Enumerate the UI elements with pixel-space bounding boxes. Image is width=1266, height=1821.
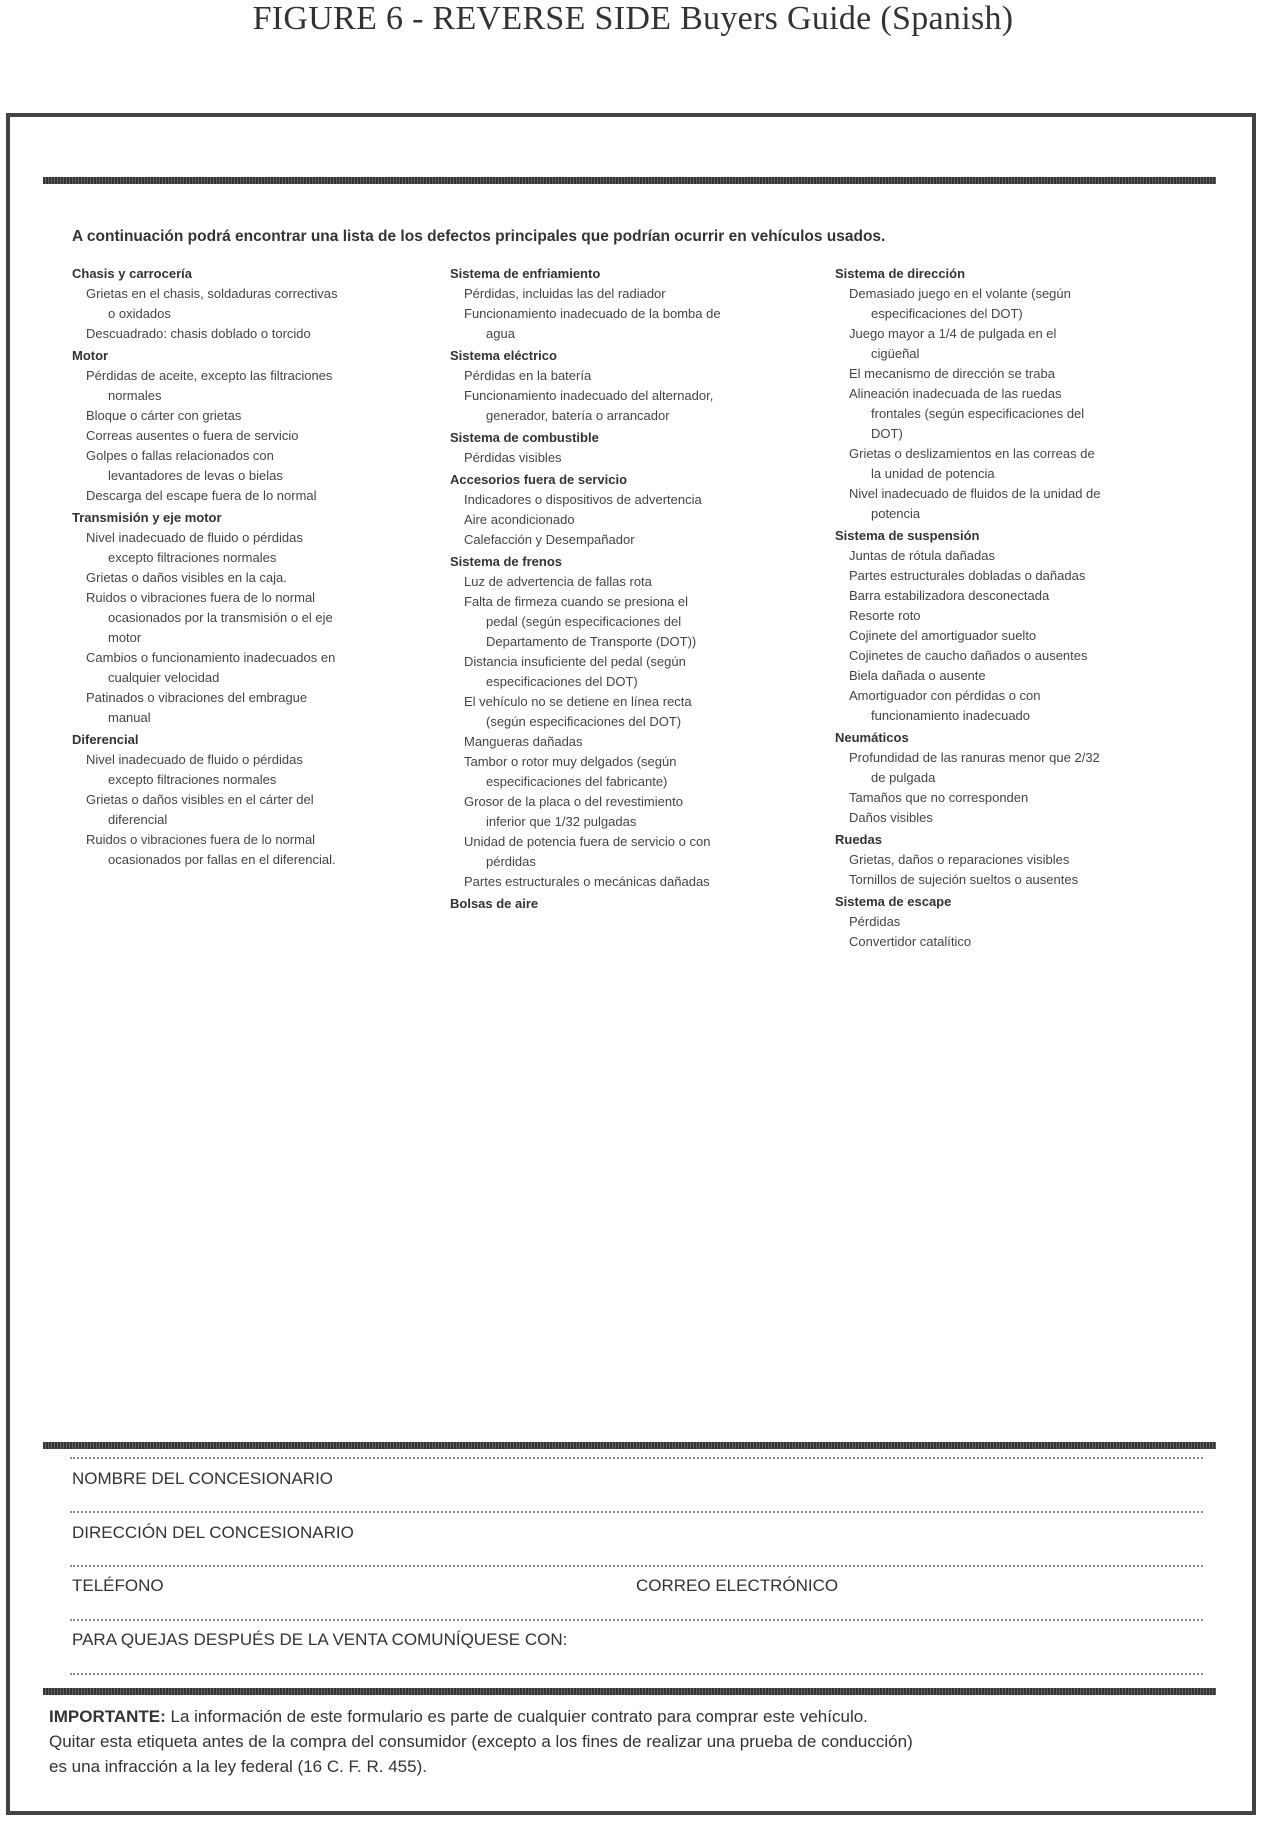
defect-item xyxy=(835,870,1195,890)
defect-item xyxy=(450,832,822,872)
defect-item-continuation: diferencial xyxy=(108,812,168,827)
defect-item xyxy=(72,750,432,790)
section-heading: Sistema de enfriamiento xyxy=(450,266,601,281)
important-label: IMPORTANTE: xyxy=(49,1707,166,1726)
defect-item-continuation: levantadores de levas o bielas xyxy=(108,468,283,483)
defect-item-text: Juntas de rótula dañadas xyxy=(849,548,995,563)
defect-item xyxy=(835,484,1195,524)
defect-item xyxy=(835,364,1195,384)
defect-item-continuation: o oxidados xyxy=(108,306,171,321)
important-line-1 xyxy=(49,1704,1229,1729)
defect-item-text: Grietas o daños visibles en la caja. xyxy=(86,570,287,585)
important-line-3: es una infracción a la ley federal (16 C. F. R. 455). xyxy=(49,1757,427,1776)
defect-item xyxy=(835,646,1195,666)
dealer-phone-line xyxy=(70,1565,1203,1567)
defect-item-continuation: normales xyxy=(108,388,162,403)
defect-item-continuation: potencia xyxy=(871,506,921,521)
defect-item-continuation: agua xyxy=(486,326,515,341)
defect-item xyxy=(450,448,822,468)
dealer-email-label: CORREO ELECTRÓNICO xyxy=(636,1576,839,1595)
defect-item xyxy=(450,652,822,692)
defect-item-text: Pérdidas, incluidas las del radiador xyxy=(464,286,666,301)
defect-item-text: Funcionamiento inadecuado de la bomba de xyxy=(464,306,721,321)
defect-item xyxy=(835,666,1195,686)
defect-item xyxy=(450,872,822,892)
defect-item xyxy=(835,626,1195,646)
defect-item xyxy=(835,284,1195,324)
defect-item-text: Grietas, daños o reparaciones visibles xyxy=(849,852,1070,867)
defect-item-continuation: excepto filtraciones normales xyxy=(108,772,277,787)
defect-item-continuation: DOT) xyxy=(871,426,903,441)
defect-item-continuation: motor xyxy=(108,630,142,645)
defect-item-continuation: inferior que 1/32 pulgadas xyxy=(486,814,637,829)
defects-column-1 xyxy=(72,262,432,870)
important-notice xyxy=(49,1704,1229,1779)
important-line-2: Quitar esta etiqueta antes de la compra del consumidor (excepto a los fines de realizar una prueba de conducción) xyxy=(49,1732,913,1751)
defect-item xyxy=(72,446,432,486)
dealer-address-line xyxy=(70,1511,1203,1513)
complaints-line xyxy=(70,1619,1203,1621)
defect-item-text: Golpes o fallas relacionados con xyxy=(86,448,274,463)
defects-intro: A continuación podrá encontrar una lista de los defectos principales que podrían ocurrir en vehículos usados. xyxy=(72,228,886,245)
defect-item-continuation: manual xyxy=(108,710,151,725)
section-heading: Sistema de frenos xyxy=(450,554,562,569)
defect-item-text: Alineación inadecuada de las ruedas xyxy=(849,386,1062,401)
defect-item-text: Nivel inadecuado de fluido o pérdidas xyxy=(86,752,303,767)
section-heading: Bolsas de aire xyxy=(450,896,539,911)
defect-item-text: Pérdidas de aceite, excepto las filtraciones xyxy=(86,368,333,383)
defect-item xyxy=(72,406,432,426)
dealer-address-label: DIRECCIÓN DEL CONCESIONARIO xyxy=(72,1523,354,1542)
defect-item-text: Falta de firmeza cuando se presiona el xyxy=(464,594,689,609)
defect-item-text: Tamaños que no corresponden xyxy=(849,790,1029,805)
defect-item-text: Nivel inadecuado de fluido o pérdidas xyxy=(86,530,303,545)
defect-item xyxy=(450,366,822,386)
defect-item xyxy=(835,566,1195,586)
section-heading: Diferencial xyxy=(72,732,139,747)
defects-column-2 xyxy=(450,262,822,914)
defect-item xyxy=(72,790,432,830)
complaints-label: PARA QUEJAS DESPUÉS DE LA VENTA COMUNÍQUESE CON: xyxy=(72,1630,568,1649)
defect-item-text: El vehículo no se detiene en línea recta xyxy=(464,694,692,709)
defect-item-text: Resorte roto xyxy=(849,608,921,623)
defect-item-text: Distancia insuficiente del pedal (según xyxy=(464,654,686,669)
defect-item-text: Pérdidas visibles xyxy=(464,450,562,465)
defect-item-text: Grietas o daños visibles en el cárter del xyxy=(86,792,314,807)
figure-title: FIGURE 6 - REVERSE SIDE Buyers Guide (Spanish) xyxy=(252,0,1014,37)
defect-item-text: Patinados o vibraciones del embrague xyxy=(86,690,308,705)
defect-item xyxy=(72,366,432,406)
defect-item xyxy=(72,528,432,568)
defect-item xyxy=(835,606,1195,626)
defect-item-text: Bloque o cárter con grietas xyxy=(86,408,242,423)
defect-item-continuation: ocasionados por fallas en el diferencial. xyxy=(108,852,336,867)
defect-item-text: Aire acondicionado xyxy=(464,512,575,527)
defect-item-continuation: especificaciones del DOT) xyxy=(871,306,1023,321)
defect-item-continuation: excepto filtraciones normales xyxy=(108,550,277,565)
defect-item xyxy=(450,304,822,344)
complaints-contact-line xyxy=(70,1673,1203,1675)
dealer-name-line xyxy=(70,1457,1203,1459)
defect-item-text: Ruidos o vibraciones fuera de lo normal xyxy=(86,832,316,847)
defect-item xyxy=(450,592,822,652)
defect-item xyxy=(835,788,1195,808)
defect-item xyxy=(835,586,1195,606)
defect-item-text: Tornillos de sujeción sueltos o ausentes xyxy=(849,872,1079,887)
defect-item-text: Grietas en el chasis, soldaduras correctivas xyxy=(86,286,338,301)
defect-item-text: Ruidos o vibraciones fuera de lo normal xyxy=(86,590,316,605)
defect-item xyxy=(450,284,822,304)
defect-item xyxy=(835,384,1195,444)
defect-item xyxy=(450,692,822,732)
defect-item xyxy=(835,324,1195,364)
defect-item-continuation: frontales (según especificaciones del xyxy=(871,406,1085,421)
defect-item xyxy=(72,568,432,588)
defect-item-text: Grosor de la placa o del revestimiento xyxy=(464,794,683,809)
defect-item-text: Cojinetes de caucho dañados o ausentes xyxy=(849,648,1088,663)
defect-item-text: Barra estabilizadora desconectada xyxy=(849,588,1050,603)
defect-item xyxy=(450,510,822,530)
defect-item xyxy=(72,648,432,688)
section-heading: Accesorios fuera de servicio xyxy=(450,472,628,487)
defect-item xyxy=(72,830,432,870)
defect-item xyxy=(72,688,432,728)
defect-item-text: Luz de advertencia de fallas rota xyxy=(464,574,652,589)
defect-item xyxy=(450,792,822,832)
defect-item xyxy=(835,932,1195,952)
defect-item-text: Partes estructurales dobladas o dañadas xyxy=(849,568,1086,583)
defect-item-continuation: especificaciones del DOT) xyxy=(486,674,638,689)
defect-item xyxy=(72,486,432,506)
defect-item-continuation: la unidad de potencia xyxy=(871,466,995,481)
defect-item xyxy=(450,752,822,792)
bottom-heavy-rule xyxy=(43,1688,1216,1695)
section-heading: Sistema de combustible xyxy=(450,430,599,445)
section-heading: Motor xyxy=(72,348,109,363)
defect-item xyxy=(835,808,1195,828)
defect-item-text: Descuadrado: chasis doblado o torcido xyxy=(86,326,311,341)
defect-item xyxy=(450,572,822,592)
defect-item-continuation: cualquier velocidad xyxy=(108,670,220,685)
defect-item-continuation: especificaciones del fabricante) xyxy=(486,774,668,789)
defect-item-text: Nivel inadecuado de fluidos de la unidad de xyxy=(849,486,1101,501)
defect-item-text: Cojinete del amortiguador suelto xyxy=(849,628,1037,643)
defect-item xyxy=(835,912,1195,932)
defect-item xyxy=(72,588,432,648)
defect-item-text: Unidad de potencia fuera de servicio o con xyxy=(464,834,711,849)
defect-item xyxy=(72,426,432,446)
defect-item-text: Cambios o funcionamiento inadecuados en xyxy=(86,650,336,665)
defect-item xyxy=(450,386,822,426)
defect-item-text: Profundidad de las ranuras menor que 2/32 xyxy=(849,750,1100,765)
defect-item-continuation: ocasionados por la transmisión o el eje xyxy=(108,610,333,625)
defect-item-continuation: pérdidas xyxy=(486,854,536,869)
important-text-1: La información de este formulario es parte de cualquier contrato para comprar este vehículo. xyxy=(165,1707,868,1726)
defect-item-continuation: de pulgada xyxy=(871,770,936,785)
dealer-heavy-rule xyxy=(43,1442,1216,1449)
defect-item-continuation: Departamento de Transporte (DOT)) xyxy=(486,634,697,649)
defect-item-text: Mangueras dañadas xyxy=(464,734,583,749)
defect-item xyxy=(72,284,432,324)
defect-item-text: Correas ausentes o fuera de servicio xyxy=(86,428,299,443)
defect-item-text: Indicadores o dispositivos de advertencia xyxy=(464,492,702,507)
defect-item-text: Convertidor catalítico xyxy=(849,934,972,949)
defect-item-text: Daños visibles xyxy=(849,810,933,825)
defect-item-text: Biela dañada o ausente xyxy=(849,668,986,683)
defect-item-continuation: (según especificaciones del DOT) xyxy=(486,714,682,729)
defect-item xyxy=(450,732,822,752)
section-heading: Sistema eléctrico xyxy=(450,348,557,363)
defect-item-text: El mecanismo de dirección se traba xyxy=(849,366,1055,381)
dealer-name-label: NOMBRE DEL CONCESIONARIO xyxy=(72,1469,334,1488)
defect-item-continuation: generador, batería o arrancador xyxy=(486,408,670,423)
defect-item xyxy=(835,850,1195,870)
defect-item xyxy=(450,490,822,510)
section-heading: Chasis y carrocería xyxy=(72,266,192,281)
defect-item xyxy=(72,324,432,344)
dealer-phone-label: TELÉFONO xyxy=(72,1576,164,1595)
defect-item xyxy=(835,686,1195,726)
defect-item-text: Juego mayor a 1/4 de pulgada en el xyxy=(849,326,1057,341)
top-heavy-rule xyxy=(43,177,1216,184)
defect-item-text: Calefacción y Desempañador xyxy=(464,532,635,547)
section-heading: Ruedas xyxy=(835,832,882,847)
defect-item-text: Pérdidas en la batería xyxy=(464,368,592,383)
defect-item xyxy=(450,530,822,550)
section-heading: Sistema de dirección xyxy=(835,266,966,281)
defect-item xyxy=(835,546,1195,566)
defect-item-text: Descarga del escape fuera de lo normal xyxy=(86,488,317,503)
defect-item-text: Tambor o rotor muy delgados (según xyxy=(464,754,677,769)
defect-item-text: Partes estructurales o mecánicas dañadas xyxy=(464,874,710,889)
defect-item-text: Funcionamiento inadecuado del alternador, xyxy=(464,388,714,403)
defects-column-3 xyxy=(835,262,1195,952)
section-heading: Sistema de suspensión xyxy=(835,528,980,543)
section-heading: Transmisión y eje motor xyxy=(72,510,222,525)
defect-item-text: Grietas o deslizamientos en las correas de xyxy=(849,446,1095,461)
section-heading: Neumáticos xyxy=(835,730,909,745)
defect-item-text: Amortiguador con pérdidas o con xyxy=(849,688,1041,703)
section-heading: Sistema de escape xyxy=(835,894,952,909)
defect-item-continuation: funcionamiento inadecuado xyxy=(871,708,1031,723)
defect-item-continuation: cigüeñal xyxy=(871,346,920,361)
defect-item xyxy=(835,748,1195,788)
defect-item-text: Pérdidas xyxy=(849,914,901,929)
defect-item-text: Demasiado juego en el volante (según xyxy=(849,286,1071,301)
defect-item xyxy=(835,444,1195,484)
defect-item-continuation: pedal (según especificaciones del xyxy=(486,614,682,629)
